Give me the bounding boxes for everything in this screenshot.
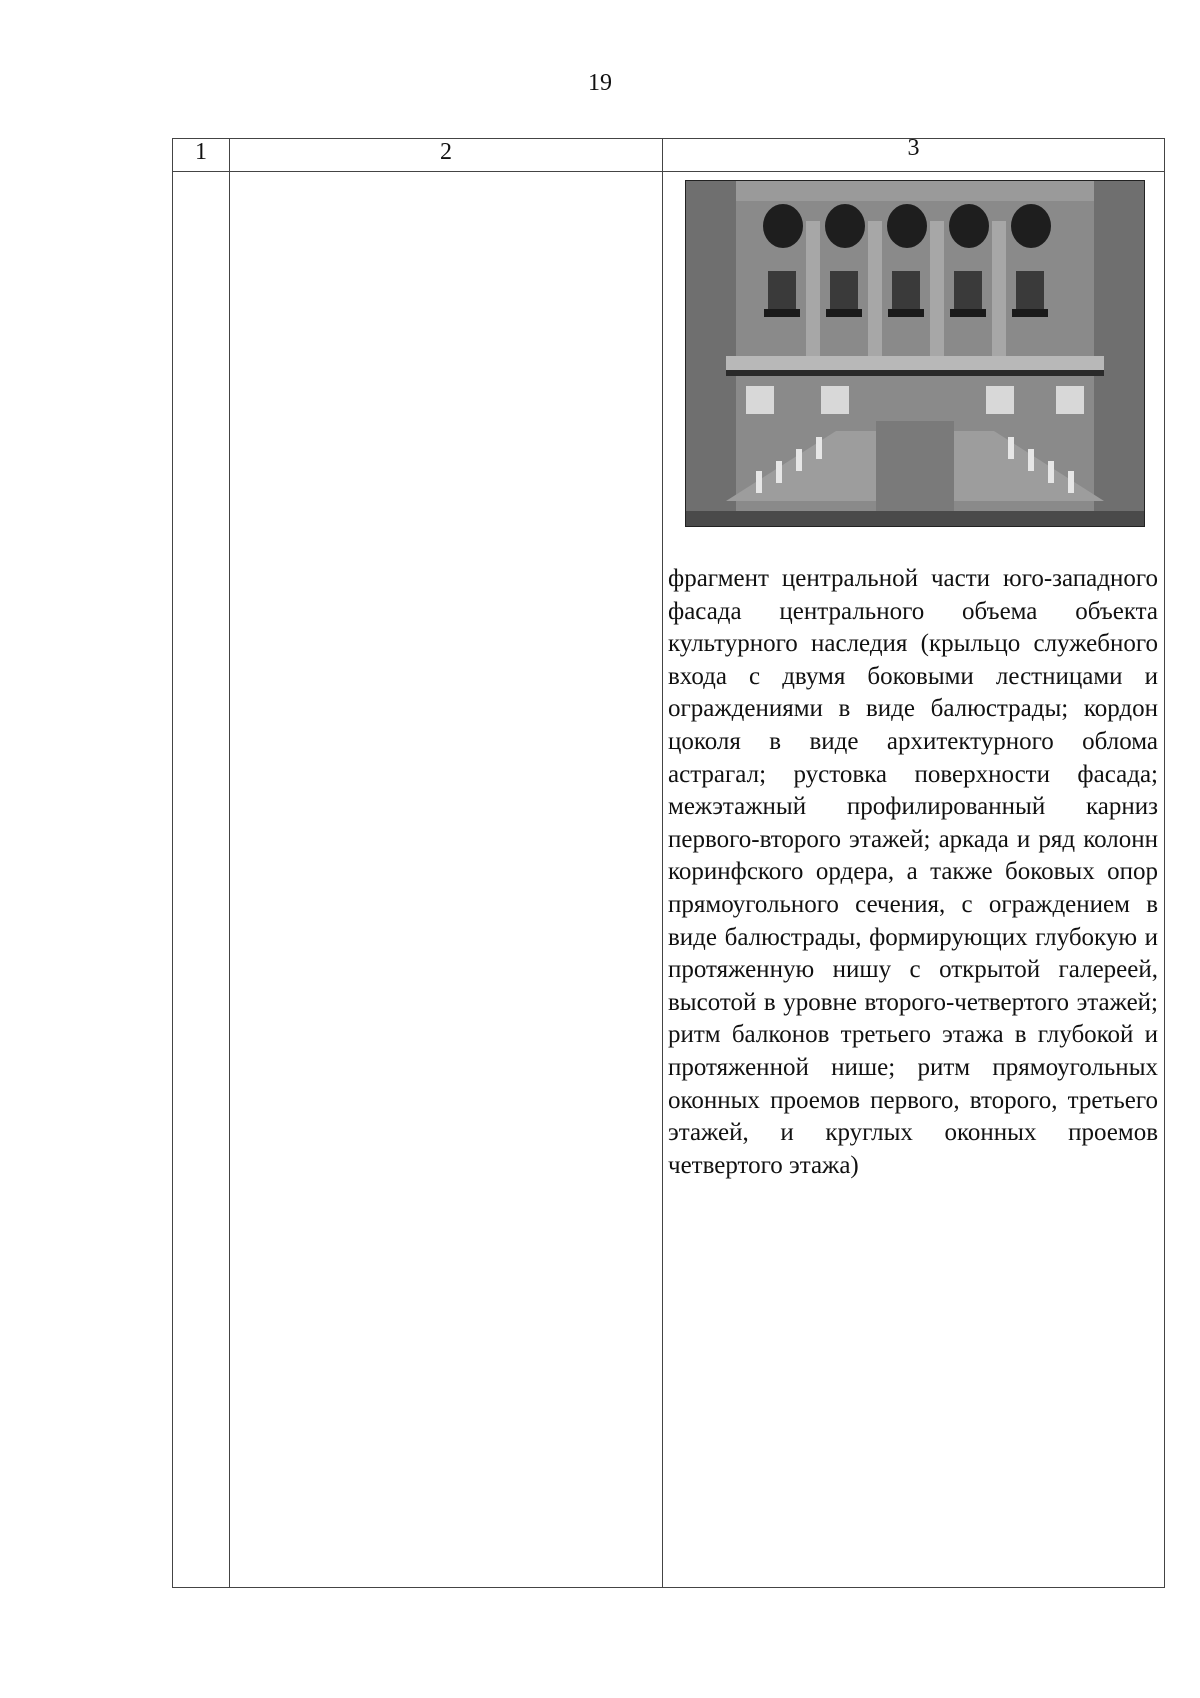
table-header-row xyxy=(173,139,1165,172)
header-col-1: 1 xyxy=(173,139,230,172)
facade-photo xyxy=(685,180,1145,527)
row-col-1 xyxy=(173,172,230,1588)
facade-photo-drawing xyxy=(686,181,1144,526)
header-col-3: 3 xyxy=(663,139,1165,172)
header-col-2: 2 xyxy=(230,139,663,172)
page-number: 19 xyxy=(588,70,612,96)
row-col-3 xyxy=(663,172,1165,1588)
photo-caption: фрагмент центральной части юго-западного фасада центрального объема объекта культурного наследия (крыльцо служебного входа с двумя боковыми лестницами и ограждениями в виде балюстрады; кордон цоколя в виде архитектурного облома астрагал; рустовка поверхности фасада; межэтажный профилированный карниз первого-второго этажей; аркада и ряд колонн коринфского ордера, а также боковых опор прямоугольного сечения, с ограждением в виде балюстрады, формирующих глубокую и протяженную нишу с открытой галереей, высотой в уровне второго-четвертого этажей; ритм балконов третьего этажа в глубокой и протяженной нише; ритм прямоугольных оконных проемов первого, второго, третьего этажей, и круглых оконных проемов четвертого этажа) xyxy=(668,565,1158,1179)
row-col-2 xyxy=(230,172,663,1588)
table-row xyxy=(173,172,1165,1588)
document-table xyxy=(172,135,1165,1588)
